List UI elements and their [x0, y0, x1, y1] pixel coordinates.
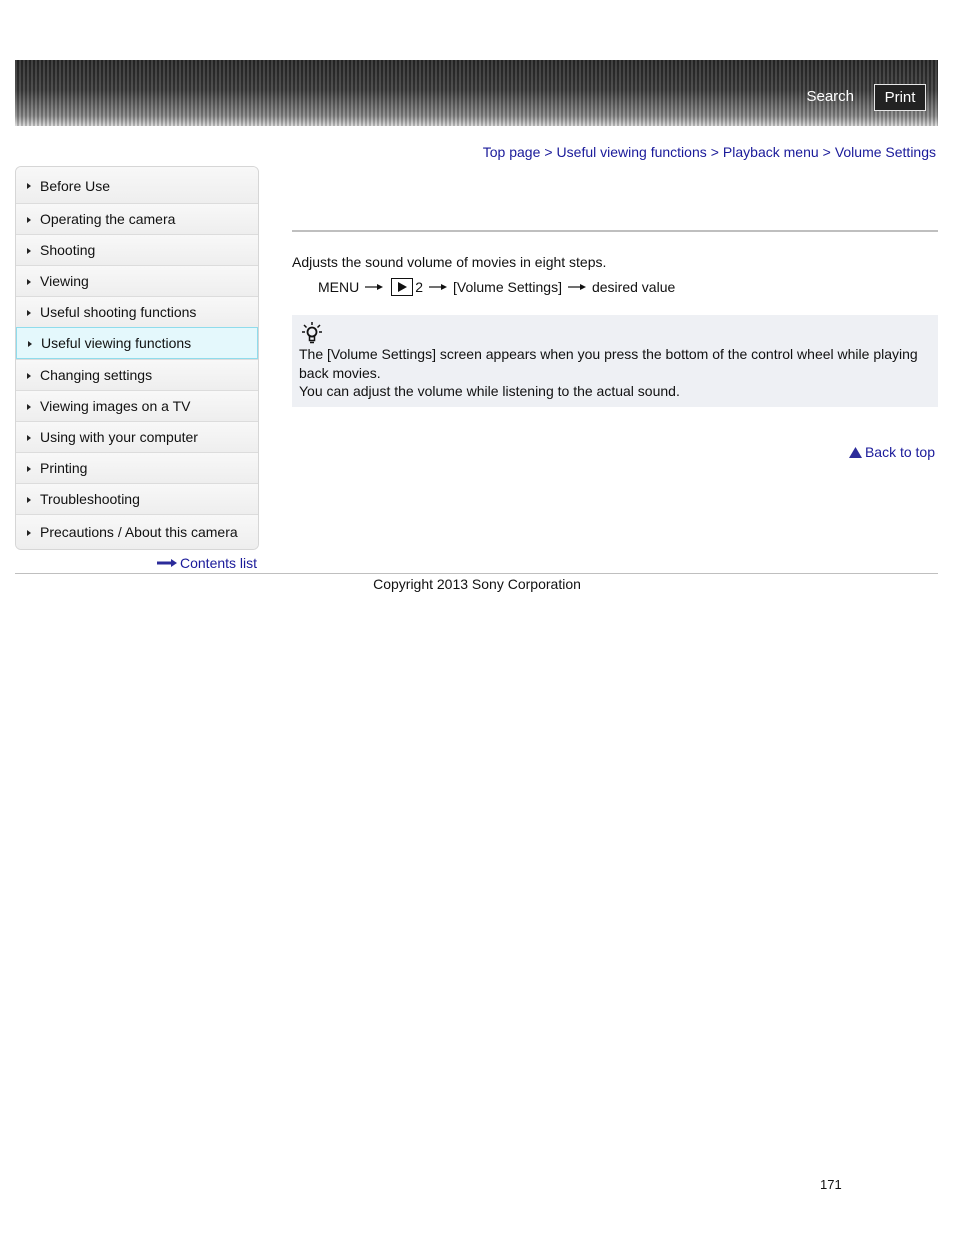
sidebar-item-changing-settings[interactable] — [16, 359, 258, 390]
sidebar-item-viewing-images-on-a-tv[interactable] — [16, 390, 258, 421]
sidebar-item-before-use[interactable] — [16, 167, 258, 203]
hint-line-2: You can adjust the volume while listening to the actual sound. — [299, 383, 680, 399]
sidebar-item-label: Using with your computer — [40, 429, 198, 445]
header-bar — [15, 60, 938, 126]
sidebar-item-troubleshooting[interactable] — [16, 483, 258, 514]
menu-path-setting: [Volume Settings] — [453, 279, 562, 295]
sidebar-item-using-with-your-computer[interactable] — [16, 421, 258, 452]
triangle-up-icon — [849, 447, 862, 458]
arrow-right-icon — [157, 559, 177, 567]
caret-right-icon — [27, 404, 31, 410]
title-divider — [292, 230, 938, 232]
caret-right-icon — [27, 497, 31, 503]
sidebar-item-label: Before Use — [40, 178, 111, 194]
caret-right-icon — [27, 279, 31, 285]
sidebar-item-label: Useful shooting functions — [40, 304, 197, 320]
breadcrumb-playback-menu[interactable]: Playback menu — [722, 144, 819, 160]
menu-path-menu: MENU — [318, 279, 360, 295]
sidebar-item-precautions[interactable] — [16, 514, 258, 549]
hint-text — [299, 345, 929, 401]
sidebar-item-label: Operating the camera — [40, 211, 176, 227]
sidebar-item-label: Viewing images on a TV — [40, 398, 191, 414]
hint-box — [292, 315, 938, 407]
breadcrumb-top-page[interactable]: Top page — [482, 144, 541, 160]
contents-list-link[interactable] — [157, 555, 257, 571]
caret-right-icon — [27, 310, 31, 316]
sidebar-nav — [15, 166, 259, 550]
breadcrumb-separator: > — [710, 144, 719, 160]
copyright-text: Copyright 2013 Sony Corporation — [373, 576, 581, 592]
footer-divider — [15, 573, 938, 574]
breadcrumb-separator: > — [544, 144, 553, 160]
caret-right-icon — [27, 530, 31, 536]
sidebar-item-printing[interactable] — [16, 452, 258, 483]
caret-right-icon — [27, 248, 31, 254]
caret-right-icon — [28, 341, 32, 347]
contents-list-label: Contents list — [180, 555, 258, 571]
arrow-right-icon — [568, 283, 586, 291]
menu-path-value: desired value — [591, 279, 676, 295]
sidebar-item-label: Viewing — [40, 273, 89, 289]
sidebar-item-label: Changing settings — [40, 367, 153, 383]
sidebar-item-viewing[interactable] — [16, 265, 258, 296]
caret-right-icon — [27, 183, 31, 189]
back-to-top-link[interactable] — [849, 444, 935, 460]
sidebar-item-useful-shooting-functions[interactable] — [16, 296, 258, 327]
playback-tab-icon — [391, 278, 413, 296]
sidebar-item-operating-the-camera[interactable] — [16, 203, 258, 234]
page-number: 171 — [820, 1177, 842, 1192]
caret-right-icon — [27, 373, 31, 379]
sidebar-item-label: Printing — [40, 460, 88, 476]
caret-right-icon — [27, 466, 31, 472]
print-button[interactable]: Print — [874, 84, 926, 111]
arrow-right-icon — [429, 283, 447, 291]
sidebar-item-label: Troubleshooting — [40, 491, 140, 507]
sidebar-item-label: Shooting — [40, 242, 96, 258]
search-link[interactable]: Search — [806, 88, 854, 105]
breadcrumb-useful-viewing-functions[interactable]: Useful viewing functions — [556, 144, 707, 160]
sidebar-item-label: Useful viewing functions — [41, 335, 192, 351]
sidebar-item-label: Precautions / About this camera — [40, 524, 238, 540]
intro-text: Adjusts the sound volume of movies in eight steps. — [292, 254, 607, 270]
back-to-top-label: Back to top — [864, 444, 935, 460]
menu-path — [318, 278, 675, 296]
arrow-right-icon — [365, 283, 383, 291]
breadcrumb-volume-settings[interactable]: Volume Settings — [834, 144, 936, 160]
caret-right-icon — [27, 217, 31, 223]
breadcrumb — [483, 144, 936, 160]
caret-right-icon — [27, 435, 31, 441]
breadcrumb-separator: > — [822, 144, 831, 160]
hint-line-1: The [Volume Settings] screen appears when you press the bottom of the control wheel while playing back movies. — [299, 346, 918, 381]
sidebar-item-useful-viewing-functions[interactable] — [16, 327, 258, 359]
sidebar-item-shooting[interactable] — [16, 234, 258, 265]
lightbulb-icon — [302, 322, 322, 344]
menu-path-tab-number: 2 — [415, 279, 424, 295]
